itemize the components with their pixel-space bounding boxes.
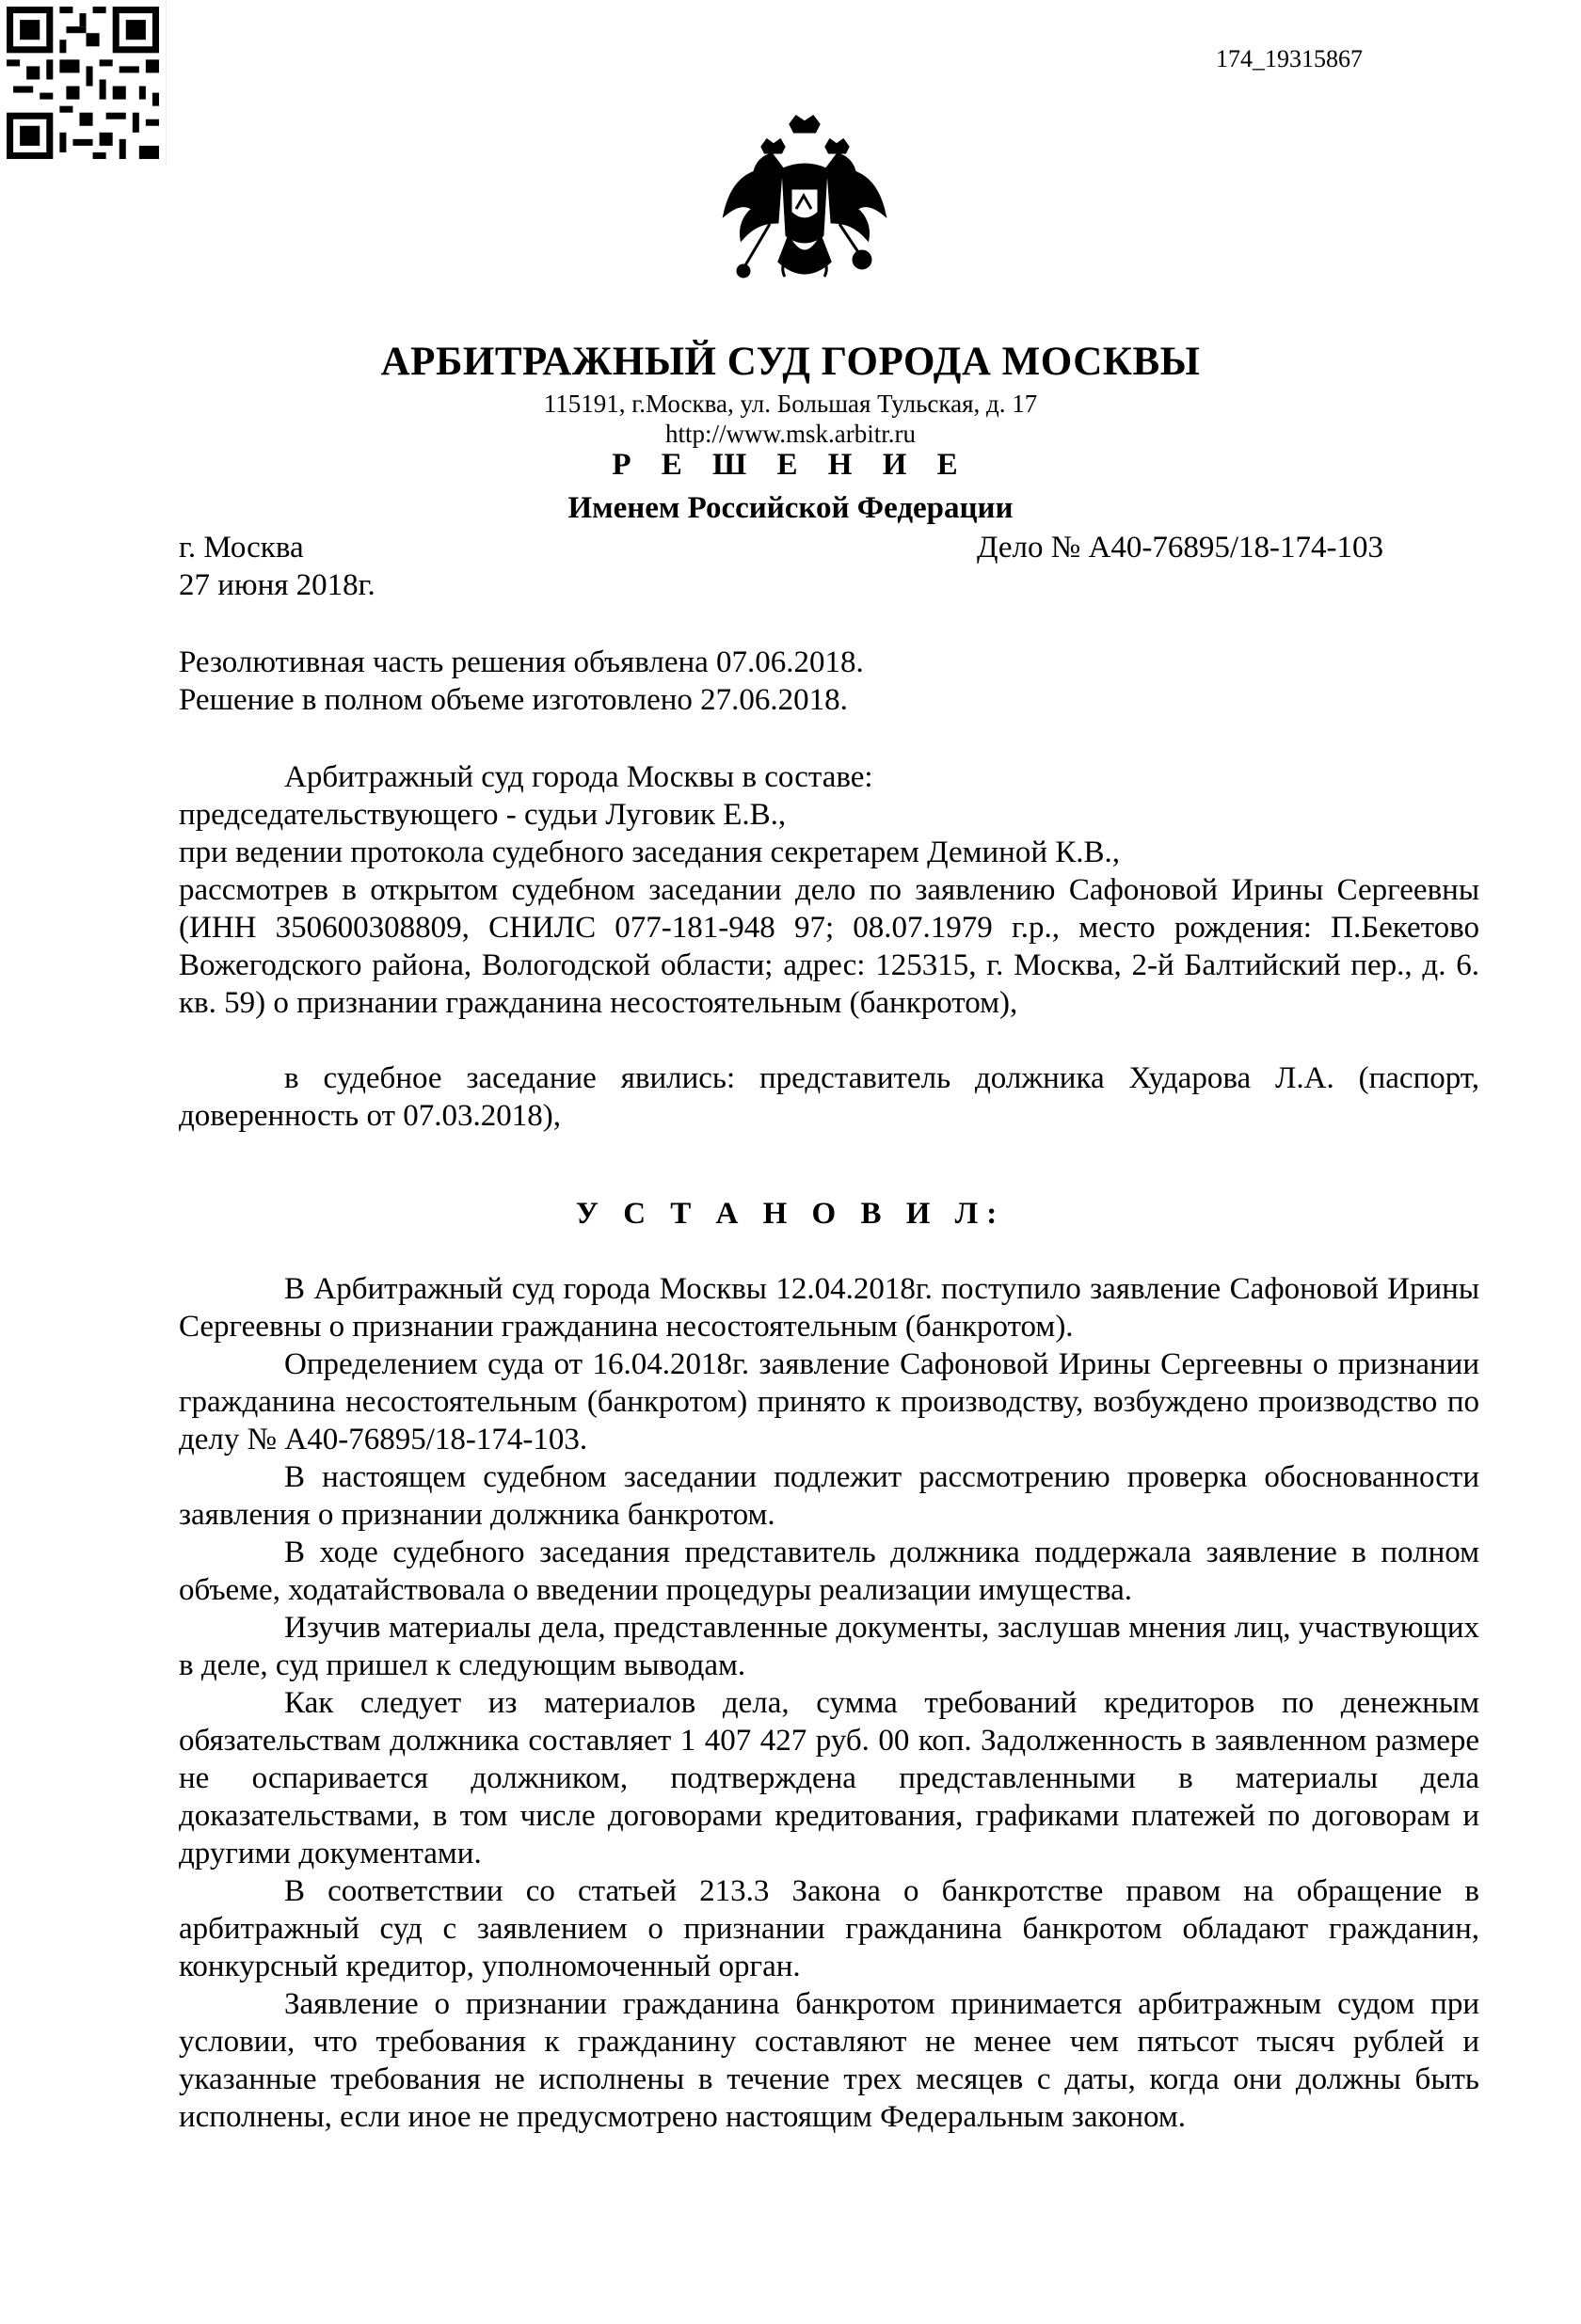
document-id: 174_19315867 [1216, 45, 1363, 72]
court-address: 115191, г.Москва, ул. Большая Тульская, д. 17 [543, 390, 1038, 418]
body-paragraph: В Арбитражный суд города Москвы 12.04.2018г. поступило заявление Сафоновой Ирины Сергеевны о признании гражданина несостоятельным (банкротом). [179, 1272, 1479, 1344]
in-the-name-heading: Именем Российской Федерации [567, 491, 1014, 525]
coat-of-arms-icon [715, 111, 894, 318]
attendance-paragraph: в судебное заседание явились: представитель должника Хударова Л.А. (паспорт, доверенность от 07.03.2018), [179, 1061, 1479, 1133]
body-paragraph: В ходе судебного заседания представитель должника поддержала заявление в полном объеме, ходатайствовала о введении процедуры реализации имущества. [179, 1536, 1479, 1607]
court-url: http://www.msk.arbitr.ru [665, 420, 916, 448]
case-number: Дело № А40-76895/18-174-103 [977, 531, 1383, 565]
court-name: АРБИТРАЖНЫЙ СУД ГОРОДА МОСКВЫ [380, 340, 1201, 384]
body-paragraph: Определением суда от 16.04.2018г. заявление Сафоновой Ирины Сергеевны о признании гражданина несостоятельным (банкротом) принято к производству, возбуждено производство по делу № А40-76895/18-174-103. [179, 1347, 1479, 1456]
body-paragraph: В настоящем судебном заседании подлежит рассмотрению проверка обоснованности заявления о признании должника банкротом. [179, 1460, 1479, 1532]
decision-date: 27 июня 2018г. [179, 568, 375, 602]
body-paragraph: Изучив материалы дела, представленные документы, заслушав мнения лиц, участвующих в деле, суд пришел к следующим выводам. [179, 1611, 1479, 1682]
secretary-line: при ведении протокола судебного заседания секретарем Деминой К.В., [179, 836, 1121, 869]
body-paragraph: Заявление о признании гражданина банкротом принимается арбитражным судом при условии, что требования к гражданину составляют не менее чем пятьсот тысяч рублей и указанные требования не исполнены в течение трех месяцев с даты, когда они должны быть исполнены, если иное не предусмотрено настоящим Федеральным законом. [179, 1987, 1479, 2134]
city: г. Москва [179, 531, 304, 565]
qr-code-graphic [0, 0, 166, 166]
made-line: Решение в полном объеме изготовлено 27.06.2018. [179, 683, 848, 717]
established-heading: У С Т А Н О В И Л: [575, 1197, 1006, 1231]
announced-line: Резолютивная часть решения объявлена 07.06.2018. [179, 645, 864, 679]
composition-line: Арбитражный суд города Москвы в составе: [284, 760, 873, 794]
qr-code [0, 0, 167, 166]
body-paragraph: Как следует из материалов дела, сумма требований кредиторов по денежным обязательствам должника составляет 1 407 427 руб. 00 коп. Задолженность в заявленном размере не оспаривается должником, подтверждена представленными в материалы дела доказательствами, в том числе договорами кредитования, графиками платежей по договорам и другими документами. [179, 1686, 1479, 1870]
presiding-judge: председательствующего - судьи Луговик Е.В., [179, 798, 787, 832]
decision-title: Р Е Ш Е Н И Е [612, 448, 969, 482]
case-description: рассмотрев в открытом судебном заседании дело по заявлению Сафоновой Ирины Сергеевны (ИНН 350600308809, СНИЛС 077-181-948 97; 08.07.1979 г.р., место рождения: П.Бекетово Вожегодского района, Вологодской области; адрес: 125315, г. Москва, 2-й Балтийский пер., д. 6. кв. 59) о признании гражданина несостоятельным (банкротом), [179, 873, 1479, 1020]
body-paragraph: В соответствии со статьей 213.3 Закона о банкротстве правом на обращение в арбитражный суд с заявлением о признании гражданина банкротом обладают гражданин, конкурсный кредитор, уполномоченный орган. [179, 1874, 1479, 1983]
